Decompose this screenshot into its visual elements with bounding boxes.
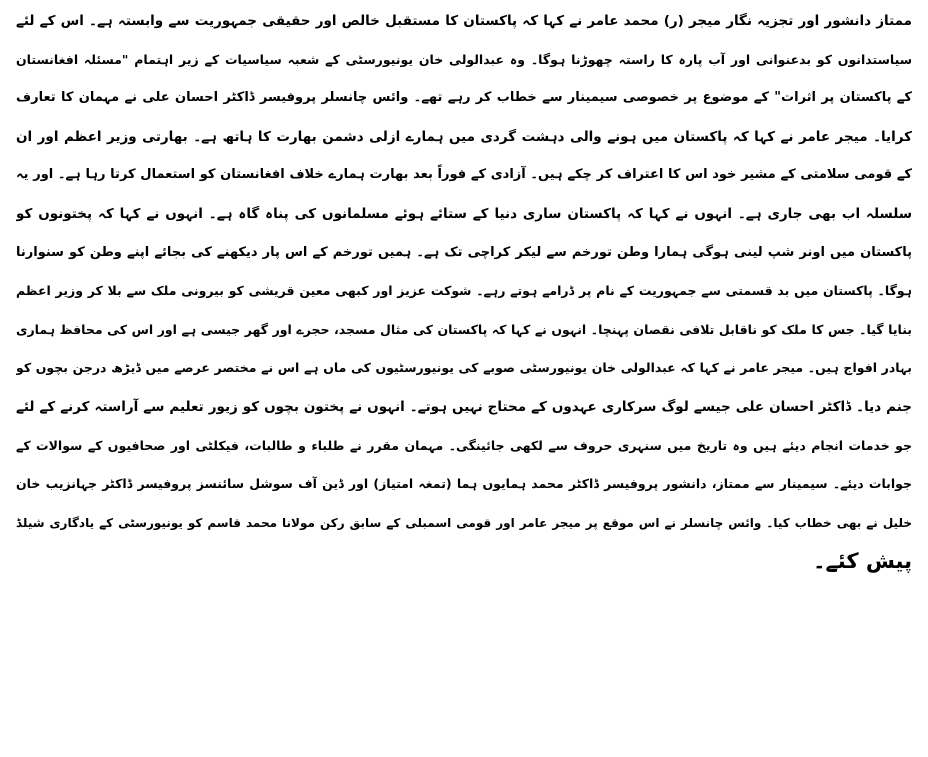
- article-line-1: ممتاز دانشور اور تجزیہ نگار میجر (ر) محمد عامر نے کہا کہ پاکستان کا مستقبل خالص اور حقیقی جمہوریت سے وابستہ ہے۔ اس کے لئے: [16, 13, 912, 29]
- article-line-6: سلسلہ اب بھی جاری ہے۔ انہوں نے کہا کہ پاکستان ساری دنیا کے ستائے ہوئے مسلمانوں کی پناہ گاہ ہے۔ انہوں نے کہا کہ پختونوں کو: [16, 205, 912, 222]
- article-line-9: بنایا گیا۔ جس کا ملک کو ناقابل تلافی نقصان پہنچا۔ انہوں نے کہا کہ پاکستان کی مثال مسجد، حجرے اور گھر جیسی ہے اور اس کی محافظ ہماری: [16, 321, 912, 337]
- article-line-12: جو خدمات انجام دیئے ہیں وہ تاریخ میں سنہری حروف سے لکھی جائینگی۔ مہمان مقرر نے طلباء و طالبات، فیکلٹی اور صحافیوں کے سوالات کے: [16, 437, 912, 453]
- article-line-14: خلیل نے بھی خطاب کیا۔ وائس چانسلر نے اس موقع پر میجر عامر اور قومی اسمبلی کے سابق رکن مولانا محمد قاسم کو یونیورسٹی کے یادگاری شیلڈ: [16, 515, 912, 530]
- article-line-2: سیاستدانوں کو بدعنوانی اور آب پارہ کا راستہ چھوڑنا ہوگا۔ وہ عبدالولی خان یونیورسٹی کے شعبہ سیاسیات کے زیر اہتمام "مسئلہ افغانستان: [16, 51, 912, 67]
- article-line-13: جوابات دیئے۔ سیمینار سے ممتاز، دانشور پروفیسر ڈاکٹر محمد ہمایوں ہما (تمغہ امتیاز) اور ڈین آف سوشل سائنسز پروفیسر ڈاکٹر جہانزیب خان: [16, 476, 912, 492]
- article-line-11: جنم دیا۔ ڈاکٹر احسان علی جیسے لوگ سرکاری عہدوں کے محتاج نہیں ہوتے۔ انہوں نے پختون بچوں کو زیور تعلیم سے آراستہ کرنے کے لئے: [16, 398, 912, 415]
- article-line-10: بہادر افواج ہیں۔ میجر عامر نے کہا کہ عبدالولی خان یونیورسٹی صوبے کی یونیورسٹیوں کی ماں ہے اس نے مختصر عرصے میں ڈیڑھ درجن بچوں کو: [16, 360, 912, 376]
- article-line-7: پاکستان میں اونر شپ لینی ہوگی ہمارا وطن تورخم سے لیکر کراچی تک ہے۔ ہمیں تورخم کے اس پار دیکھنے کی بجائے اپنے وطن کو سنوارنا: [16, 244, 912, 260]
- article-line-15: پیش کئے۔: [813, 549, 912, 574]
- article-line-8: ہوگا۔ پاکستان میں بد قسمتی سے جمہوریت کے نام پر ڈرامے ہوتے رہے۔ شوکت عزیز اور کبھی معین قریشی کو بیرونی ملک سے بلا کر وزیر اعظم: [16, 283, 912, 299]
- article-line-4: کرایا۔ میجر عامر نے کہا کہ پاکستان میں ہونے والی دہشت گردی میں ہمارے ازلی دشمن بھارت کا ہاتھ ہے۔ بھارتی وزیر اعظم اور ان: [16, 128, 912, 145]
- article-line-5: کے قومی سلامتی کے مشیر خود اس کا اعتراف کر چکے ہیں۔ آزادی کے فوراً بعد بھارت ہمارے خلاف افغانستان کو استعمال کرتا رہا ہے۔ اور یہ: [16, 167, 912, 183]
- article-line-3: کے پاکستان پر اثرات" کے موضوع پر خصوصی سیمینار سے خطاب کر رہے تھے۔ وائس چانسلر پروفیسر ڈاکٹر احسان علی نے مہمان کا تعارف: [16, 90, 912, 106]
